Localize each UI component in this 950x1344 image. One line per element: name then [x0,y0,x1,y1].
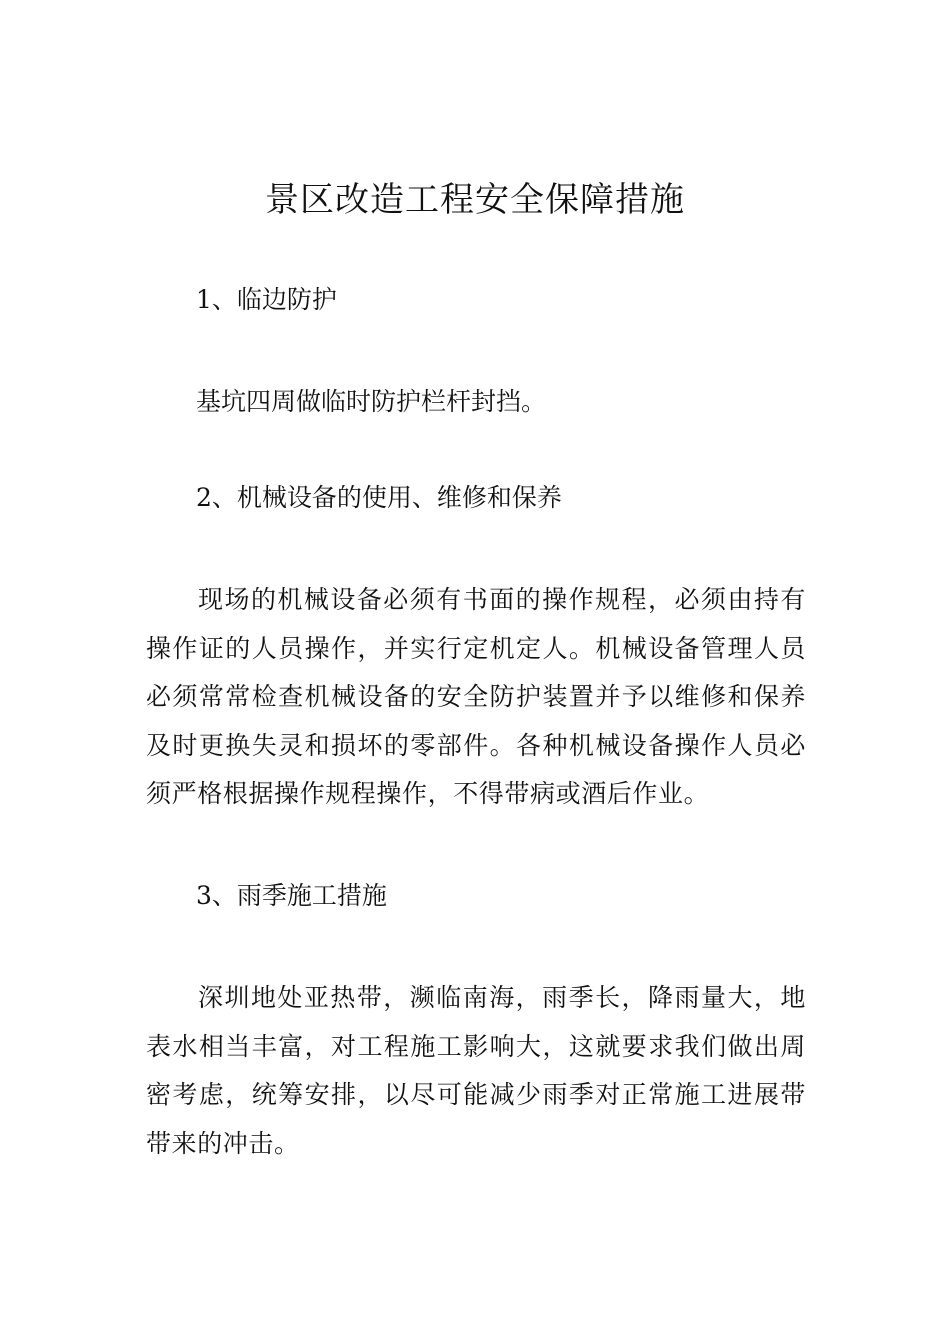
document-title: 景区改造工程安全保障措施 [265,180,685,220]
section-text-3: 深圳地处亚热带，濒临南海，雨季长，降雨量大，地表水相当丰富，对工程施工影响大，这就要求我们做出周密考虑，统筹安排，以尽可能减少雨季对正常施工进展带带来的冲击。 [146,983,806,1158]
section-heading-3: 3、雨季施工措施 [196,881,387,910]
section-text-1: 基坑四周做临时防护栏杆封挡。 [196,387,547,416]
section-heading-2: 2、机械设备的使用、维修和保养 [196,483,562,512]
section-text-2: 现场的机械设备必须有书面的操作规程，必须由持有操作证的人员操作，并实行定机定人。机械设备管理人员必须常常检查机械设备的安全防护装置并予以维修和保养及时更换失灵和损坏的零部件。各种机械设备操作人员必须严格根据操作规程操作，不得带病或酒后作业。 [146,585,806,808]
section-heading-1: 1、临边防护 [196,285,337,314]
